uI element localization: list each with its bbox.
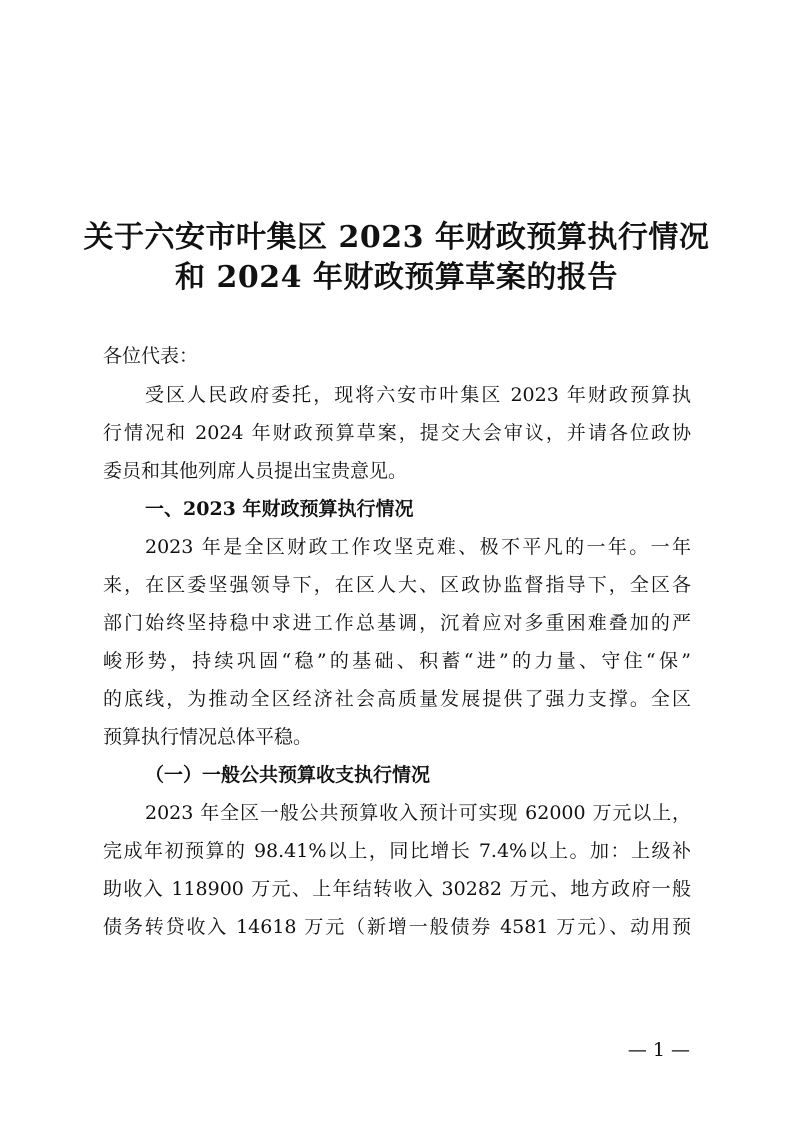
- report-title-line-1: 关于六安市叶集区 2023 年财政预算执行情况: [83, 220, 710, 255]
- section-1-heading: 一、2023 年财政预算执行情况: [145, 498, 414, 520]
- report-title-line-2: 和 2024 年财政预算草案的报告: [175, 260, 618, 295]
- paragraph-1-line-2: 行情况和 2024 年财政预算草案，提交大会审议，并请各位政协: [103, 422, 691, 444]
- subsection-1-heading: （一）一般公共预算收支执行情况: [145, 764, 431, 786]
- paragraph-1-line-3: 委员和其他列席人员提出宝贵意见。: [103, 460, 408, 482]
- paragraph-3-line-2: 完成年初预算的 98.41%以上，同比增长 7.4%以上。加：上级补: [103, 840, 691, 862]
- salutation: 各位代表：: [103, 345, 199, 367]
- paragraph-3-line-3: 助收入 118900 万元、上年结转收入 30282 万元、地方政府一般: [103, 878, 691, 900]
- page-number: — 1 —: [627, 1039, 690, 1061]
- paragraph-2-line-3: 部门始终坚持稳中求进工作总基调，沉着应对多重困难叠加的严: [103, 612, 691, 634]
- paragraph-3-line-4: 债务转贷收入 14618 万元（新增一般债券 4581 万元）、动用预: [103, 916, 691, 938]
- paragraph-2-line-2: 来，在区委坚强领导下，在区人大、区政协监督指导下，全区各: [103, 574, 691, 596]
- paragraph-2-line-6: 预算执行情况总体平稳。: [103, 726, 313, 748]
- paragraph-2-line-1: 2023 年是全区财政工作攻坚克难、极不平凡的一年。一年: [145, 536, 691, 558]
- paragraph-3-line-1: 2023 年全区一般公共预算收入预计可实现 62000 万元以上，: [145, 802, 691, 824]
- paragraph-2-line-4: 峻形势，持续巩固“稳”的基础、积蓄“进”的力量、守住“保”: [103, 650, 691, 672]
- paragraph-2-line-5: 的底线，为推动全区经济社会高质量发展提供了强力支撑。全区: [103, 688, 691, 710]
- paragraph-1-line-1: 受区人民政府委托，现将六安市叶集区 2023 年财政预算执: [145, 384, 691, 406]
